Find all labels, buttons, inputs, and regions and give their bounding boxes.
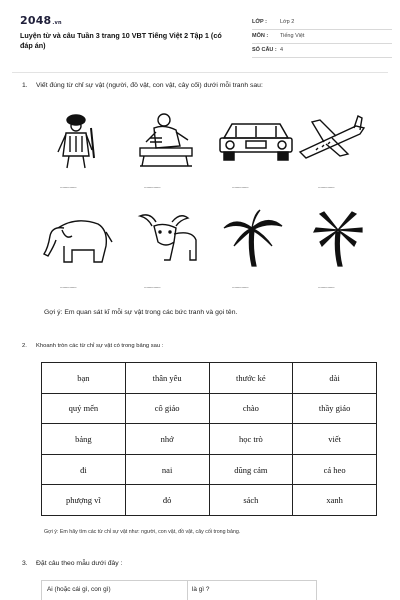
table-cell[interactable]: bảng [42,424,126,455]
table-row [42,485,377,516]
question-2: 2. Khoanh tròn các từ chỉ sự vật có trong bảng sau : [22,343,164,349]
table-row [42,393,377,424]
table-cell[interactable]: viết [293,424,377,455]
question-3: 3. Đặt câu theo mẫu dưới đây : [22,560,123,567]
divider [12,72,388,73]
page-header [20,14,382,66]
car-icon [216,108,296,170]
airplane-icon [292,108,372,170]
table-cell[interactable]: đi [42,454,126,485]
document-title: Luyện từ và câu Tuần 3 trang 10 VBT Tiếng Việt 2 Tập 1 (có đáp án) [20,31,222,50]
hint-1: Gợi ý: Em quan sát kĩ mỗi sự vật trong các bức tranh và gọi tên. [44,309,238,316]
blank-8[interactable]: .............. [318,284,335,290]
meta-class: LỚP : Lớp 2 [252,16,392,30]
table-row [42,363,377,394]
answer-col-who: Ai (hoặc cái gì, con gì) [42,581,188,600]
table-cell[interactable]: sách [209,485,293,516]
word-table [41,362,377,516]
table-cell[interactable]: phượng vĩ [42,485,126,516]
palm-tree-icon [296,206,376,268]
table-cell[interactable]: nhớ [125,424,209,455]
table-cell[interactable]: dũng cảm [209,454,293,485]
table-cell[interactable]: thân yêu [125,363,209,394]
table-row [42,424,377,455]
table-cell[interactable]: chào [209,393,293,424]
table-row [42,454,377,485]
meta-question-count: SỐ CÂU : 4 [252,44,392,58]
soldier-icon [36,108,116,170]
question-1: 1. Viết đúng từ chỉ sự vật (người, đồ vật, con vật, cây cối) dưới mỗi tranh sau: [22,82,263,89]
blank-3[interactable]: .............. [232,184,249,190]
table-cell[interactable]: bạn [42,363,126,394]
blank-5[interactable]: .............. [60,284,77,290]
table-cell[interactable]: dài [293,363,377,394]
meta-info [252,16,392,58]
blank-2[interactable]: .............. [144,184,161,190]
table-cell[interactable]: học trò [209,424,293,455]
table-cell[interactable]: đỏ [125,485,209,516]
table-cell[interactable]: thầy giáo [293,393,377,424]
table-cell[interactable]: nai [125,454,209,485]
blank-6[interactable]: .............. [144,284,161,290]
answer-table [41,580,317,600]
table-cell[interactable]: cô giáo [125,393,209,424]
table-cell[interactable]: cá heo [293,454,377,485]
elephant-icon [36,206,116,268]
blank-4[interactable]: .............. [318,184,335,190]
blank-1[interactable]: .............. [60,184,77,190]
table-cell[interactable]: thước kẻ [209,363,293,394]
buffalo-icon [126,206,206,268]
site-logo[interactable]: 2048.vn [20,14,62,27]
worker-icon [126,108,206,170]
meta-subject: MÔN : Tiếng Việt [252,30,392,44]
table-cell[interactable]: quý mến [42,393,126,424]
hint-2: Gợi ý: Em hãy tìm các từ chỉ sự vật như: người, con vật, đồ vật, cây cối trong bảng. [44,529,241,535]
table-cell[interactable]: xanh [293,485,377,516]
blank-7[interactable]: .............. [232,284,249,290]
answer-col-what: là gì ? [192,586,210,593]
coconut-tree-icon [212,206,292,268]
